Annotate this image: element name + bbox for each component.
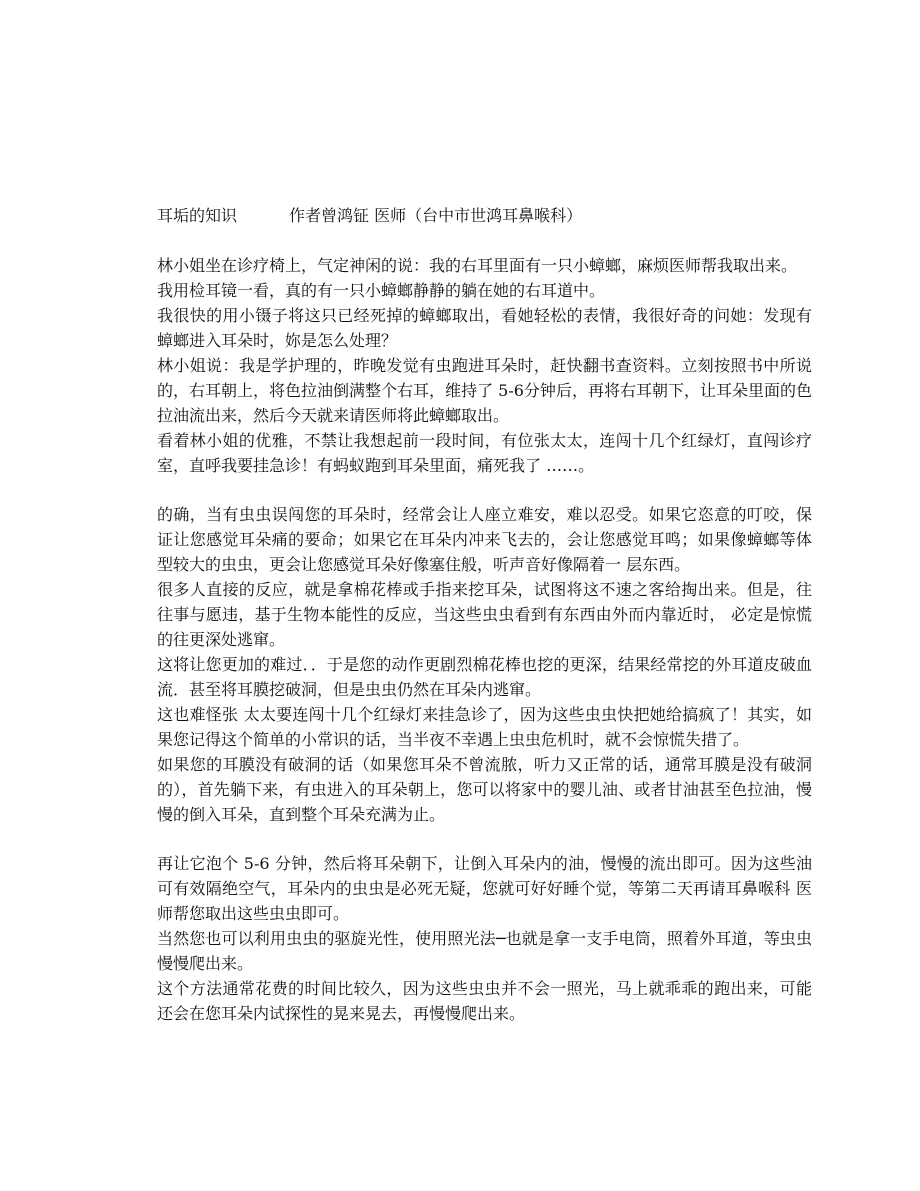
- blank-line: [157, 827, 812, 851]
- paragraph: 再让它泡个 5-6 分钟，然后将耳朵朝下，让倒入耳朵内的油，慢慢的流出即可。因为这些油可有效隔绝空气，耳朵内的虫虫是必死无疑，您就可好好睡个觉，等第二天再请耳鼻喉科 医师帮您取出这些虫虫即可。: [157, 854, 812, 923]
- document-page: [157, 204, 812, 1026]
- paragraph: 林小姐坐在诊疗椅上，气定神闲的说：我的右耳里面有一只小蟑螂，麻烦医师帮我取出来。: [157, 256, 798, 275]
- document-author: 作者曾鸿钲 医师（台中市世鸿耳鼻喉科）: [289, 206, 583, 225]
- document-title: 耳垢的知识: [157, 206, 238, 225]
- paragraph: 林小姐说：我是学护理的，昨晚发觉有虫跑进耳朵时，赶快翻书查资料。立刻按照书中所说的，右耳朝上，将色拉油倒满整个右耳，维持了 5-6分钟后，再将右耳朝下，让耳朵里面的色拉油流出来，然后今天就来请医师将此蟑螂取出。: [157, 356, 812, 425]
- paragraph: 我很快的用小镊子将这只已经死掉的蟑螂取出，看她轻松的表情，我很好奇的问她：发现有蟑螂进入耳朵时，妳是怎么处理？: [157, 306, 812, 350]
- paragraph: 当然您也可以利用虫虫的驱旋光性，使用照光法─也就是拿一支手电筒，照着外耳道，等虫虫慢慢爬出来。: [157, 929, 812, 973]
- paragraph: 这将让您更加的难过．．于是您的动作更剧烈棉花棒也挖的更深，结果经常挖的外耳道皮破血流．甚至将耳膜挖破洞，但是虫虫仍然在耳朵内逃窜。: [157, 655, 812, 699]
- paragraph: 这也难怪张 太太要连闯十几个红绿灯来挂急诊了，因为这些虫虫快把她给搞疯了！其实，如果您记得这个简单的小常识的话，当半夜不幸遇上虫虫危机时，就不会惊慌失措了。: [157, 705, 812, 749]
- paragraph: 的确，当有虫虫误闯您的耳朵时，经常会让人座立难安，难以忍受。如果它恣意的叮咬，保证让您感觉耳朵痛的要命；如果它在耳朵内冲来飞去的，会让您感觉耳鸣；如果像蟑螂等体型较大的虫虫，更会让您感觉耳朵好像塞住般，听声音好像隔着一 层东西。: [157, 505, 812, 574]
- paragraph: 我用检耳镜一看，真的有一只小蟑螂静静的躺在她的右耳道中。: [157, 281, 606, 300]
- title-row: [157, 204, 812, 228]
- paragraph: 很多人直接的反应，就是拿棉花棒或手指来挖耳朵，试图将这不速之客给掏出来。但是，往往事与愿违，基于生物本能性的反应，当这些虫虫看到有东西由外而内靠近时， 必定是惊慌的往更深处逃窜。: [157, 580, 812, 649]
- paragraph: 如果您的耳膜没有破洞的话（如果您耳朵不曾流脓，听力又正常的话，通常耳膜是没有破洞的），首先躺下来，有虫进入的耳朵朝上，您可以将家中的婴儿油、或者甘油甚至色拉油，慢慢的倒入耳朵，直到整个耳朵充满为止。: [157, 755, 812, 824]
- blank-line: [157, 228, 812, 253]
- paragraph: 看着林小姐的优雅，不禁让我想起前一段时间，有位张太太，连闯十几个红绿灯，直闯诊疗室，直呼我要挂急诊！有蚂蚁跑到耳朵里面，痛死我了 ……。: [157, 431, 812, 475]
- blank-line: [157, 478, 812, 502]
- paragraph: 这个方法通常花费的时间比较久，因为这些虫虫并不会一照光，马上就乖乖的跑出来，可能还会在您耳朵内试探性的晃来晃去，再慢慢爬出来。: [157, 979, 812, 1023]
